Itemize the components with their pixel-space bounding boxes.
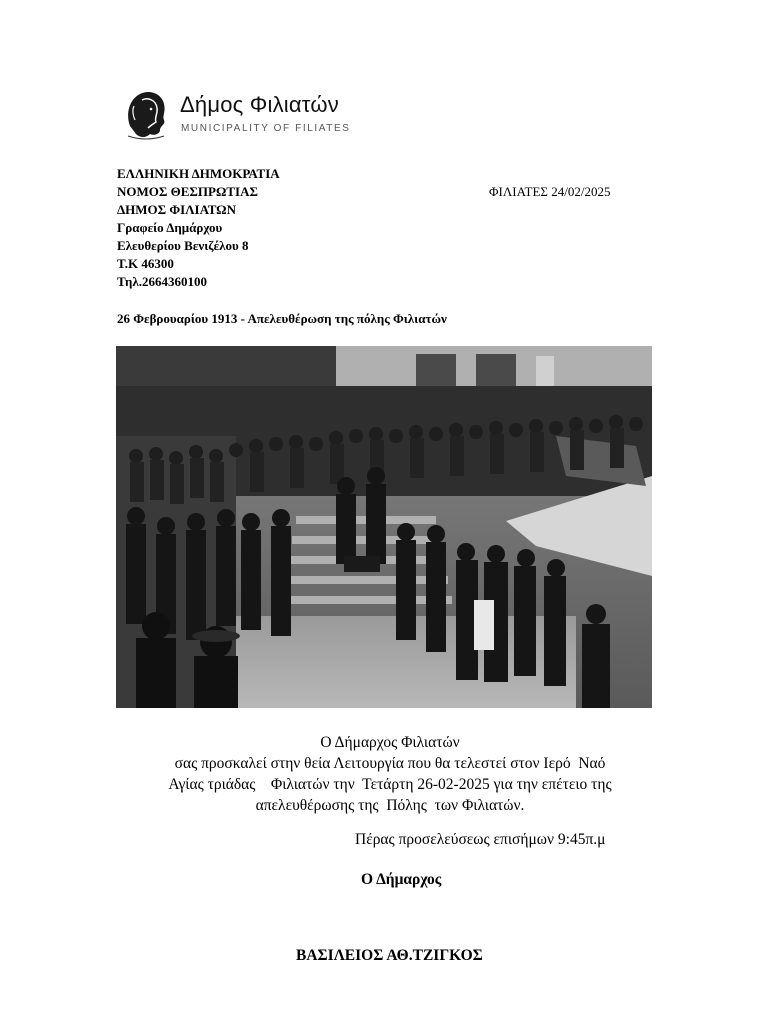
header-line-prefecture: ΝΟΜΟΣ ΘΕΣΠΡΩΤΙΑΣ [117,184,258,199]
historical-photo [116,346,652,708]
historical-photo-image [116,346,652,708]
closing-title: Ο Δήμαρχος [361,871,442,888]
header-line-phone: Τηλ.2664360100 [117,274,208,289]
header-line-postcode: Τ.Κ 46300 [117,256,174,271]
header-line-municipality: ΔΗΜΟΣ ΦΙΛΙΑΤΩΝ [117,202,236,217]
logo-subtitle: MUNICIPALITY OF FILIATES [181,123,351,134]
invitation-line-4: απελευθέρωσης της Πόλης των Φιλιατών. [255,797,525,814]
arrival-deadline: Πέρας προσελεύσεως επισήμων 9:45π.μ [355,831,606,848]
logo-title: Δήμος Φιλιατών [180,92,339,117]
invitation-line-3: Αγίας τριάδας Φιλιατών την Τετάρτη 26-02-2025 για την επέτειο της [168,776,612,793]
classical-head-emblem-icon [120,86,172,142]
header-line-office: Γραφείο Δημάρχου [117,220,223,235]
municipality-logo [120,86,360,142]
header-line-street: Ελευθερίου Βενιζέλου 8 [117,238,249,253]
invitation-line-1: Ο Δήμαρχος Φιλιατών [320,734,460,751]
place-and-date: ΦΙΛΙΑΤΕΣ 24/02/2025 [489,184,611,199]
header-line-republic: ΕΛΛΗΝΙΚΗ ΔΗΜΟΚΡΑΤΙΑ [117,166,280,181]
invitation-text [90,732,690,816]
headline: 26 Φεβρουαρίου 1913 - Απελευθέρωση της πόλης Φιλιατών [117,311,447,326]
mayor-signature-name: ΒΑΣΙΛΕΙΟΣ ΑΘ.ΤΖΙΓΚΟΣ [296,947,483,964]
invitation-line-2: σας προσκαλεί στην θεία Λειτουργία που θα τελεστεί στον Ιερό Ναό [174,755,606,772]
sender-address-block [117,165,280,291]
